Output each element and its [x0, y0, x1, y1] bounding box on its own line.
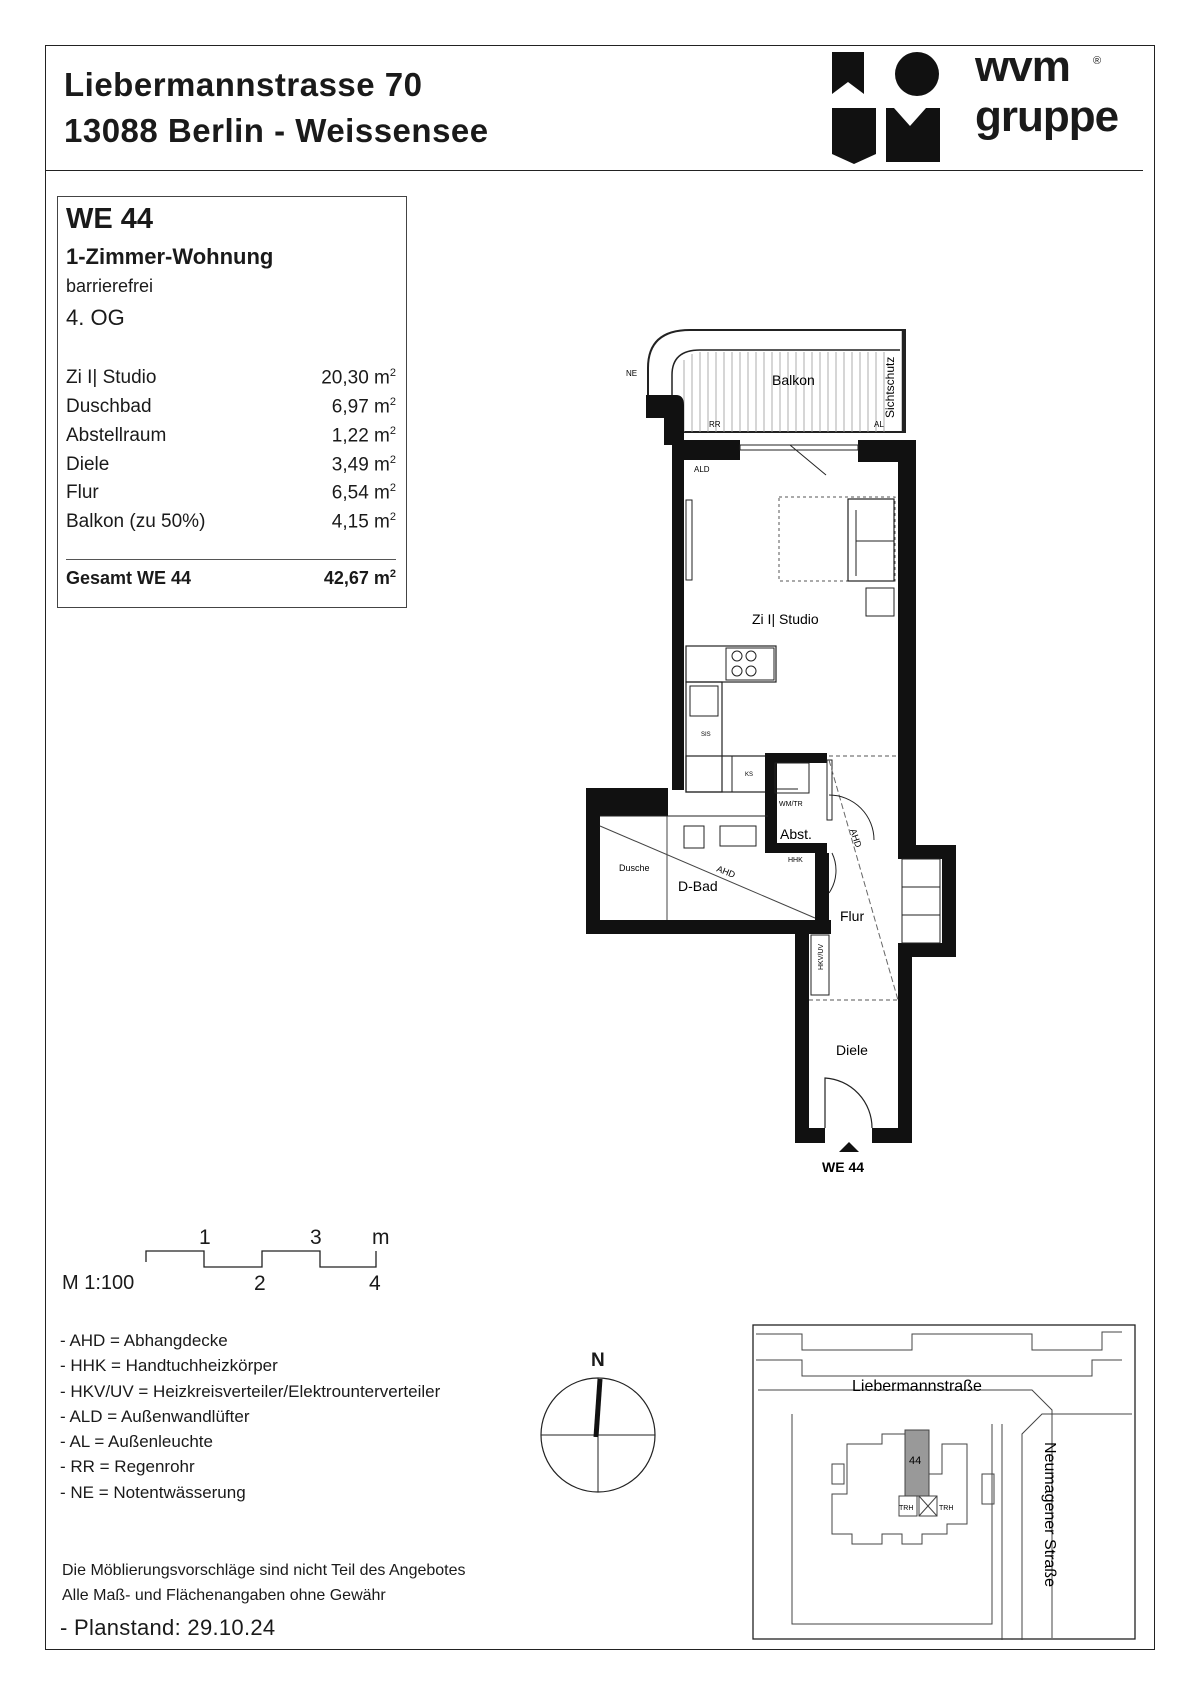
trh-label-1: TRH — [899, 1505, 914, 1512]
brand-line-1: wvm — [975, 42, 1070, 91]
scale-tick-m: m — [372, 1226, 390, 1249]
room-area: 6,97 $m^2$ — [331, 396, 396, 418]
scale-tick-4: 4 — [369, 1272, 381, 1295]
unit-type: 1-Zimmer-Wohnung — [66, 244, 274, 269]
room-area: 20,30 $m^2$ — [321, 367, 396, 389]
label-sis: SIS — [701, 732, 711, 738]
label-ahd-flur: AHD — [848, 827, 864, 849]
label-balkon: Balkon — [772, 372, 815, 388]
room-area: 3,49 $m^2$ — [331, 454, 396, 476]
scale-bar — [140, 1245, 380, 1275]
label-rr: RR — [709, 420, 721, 429]
label-ne: NE — [626, 369, 638, 378]
scale-tick-2: 2 — [254, 1272, 266, 1295]
legend-item: - HHK = Handtuchheizkörper — [60, 1356, 278, 1376]
room-name: Flur — [66, 482, 99, 503]
label-abst: Abst. — [780, 826, 812, 842]
label-entry: WE 44 — [822, 1159, 865, 1175]
room-area: 6,54 $m^2$ — [331, 482, 396, 504]
scale-tick-3: 3 — [310, 1226, 322, 1249]
total-area: 42,67 $m^2$ — [323, 568, 396, 588]
legend-item: - AHD = Abhangdecke — [60, 1331, 228, 1350]
room-name: Zi I| Studio — [66, 367, 157, 388]
room-area: 1,22 $m^2$ — [331, 425, 396, 447]
legend-item: - AL = Außenleuchte — [60, 1432, 213, 1452]
room-name: Duschbad — [66, 396, 152, 417]
scale-label: M 1:100 — [62, 1272, 135, 1294]
address-street: Liebermannstrasse 70 — [64, 66, 423, 103]
street-label-1: Liebermannstraße — [852, 1378, 982, 1395]
disclaimer-line: Alle Maß- und Flächenangaben ohne Gewähr — [62, 1587, 386, 1604]
unit-floor: 4. OG — [66, 305, 125, 330]
site-plan-labels — [752, 1324, 1136, 1640]
unit-number: 44 — [909, 1455, 922, 1467]
registered-mark: ® — [1093, 55, 1102, 67]
room-name: Balkon (zu 50%) — [66, 511, 206, 532]
north-label: N — [591, 1350, 605, 1371]
label-ks: KS — [745, 772, 754, 778]
unit-subtitle: barrierefrei — [66, 276, 154, 296]
scale-tick-1: 1 — [199, 1226, 211, 1249]
label-hhk: HHK — [788, 857, 803, 864]
label-studio: Zi I| Studio — [752, 611, 819, 627]
plan-date: - Planstand: 29.10.24 — [60, 1615, 276, 1640]
label-dbad: D-Bad — [678, 878, 718, 894]
legend — [60, 1328, 440, 1505]
label-dusche: Dusche — [619, 863, 650, 873]
trh-label-2: TRH — [939, 1505, 954, 1512]
legend-item: - NE = Notentwässerung — [60, 1482, 246, 1502]
label-al: AL — [874, 420, 884, 429]
unit-title: WE 44 — [66, 203, 154, 235]
label-wmtr: WM/TR — [779, 801, 803, 808]
disclaimer-line: Die Möblierungsvorschläge sind nicht Teil des Angebotes — [62, 1562, 466, 1579]
room-area: 4,15 $m^2$ — [331, 511, 396, 533]
room-name: Abstellraum — [66, 425, 167, 446]
legend-item: - HKV/UV = Heizkreisverteiler/Elektrounterverteiler — [60, 1381, 441, 1401]
legend-item: - RR = Regenrohr — [60, 1457, 195, 1477]
address-city: 13088 Berlin - Weissensee — [64, 112, 489, 149]
label-ald: ALD — [694, 465, 710, 474]
street-label-2: Neumagener Straße — [1041, 1442, 1058, 1587]
label-diele: Diele — [836, 1042, 868, 1058]
brand-line-2: gruppe — [975, 92, 1119, 141]
disclaimer — [62, 1558, 466, 1608]
label-flur: Flur — [840, 908, 865, 924]
label-ahd: AHD — [715, 863, 737, 880]
label-sichtschutz: Sichtschutz — [883, 356, 897, 418]
total-label: Gesamt WE 44 — [66, 568, 192, 588]
room-name: Diele — [66, 454, 110, 475]
north-arrow-icon — [538, 1375, 658, 1495]
legend-item: - ALD = Außenwandlüfter — [60, 1406, 250, 1426]
label-hkvuv: HKV/UV — [818, 943, 825, 970]
